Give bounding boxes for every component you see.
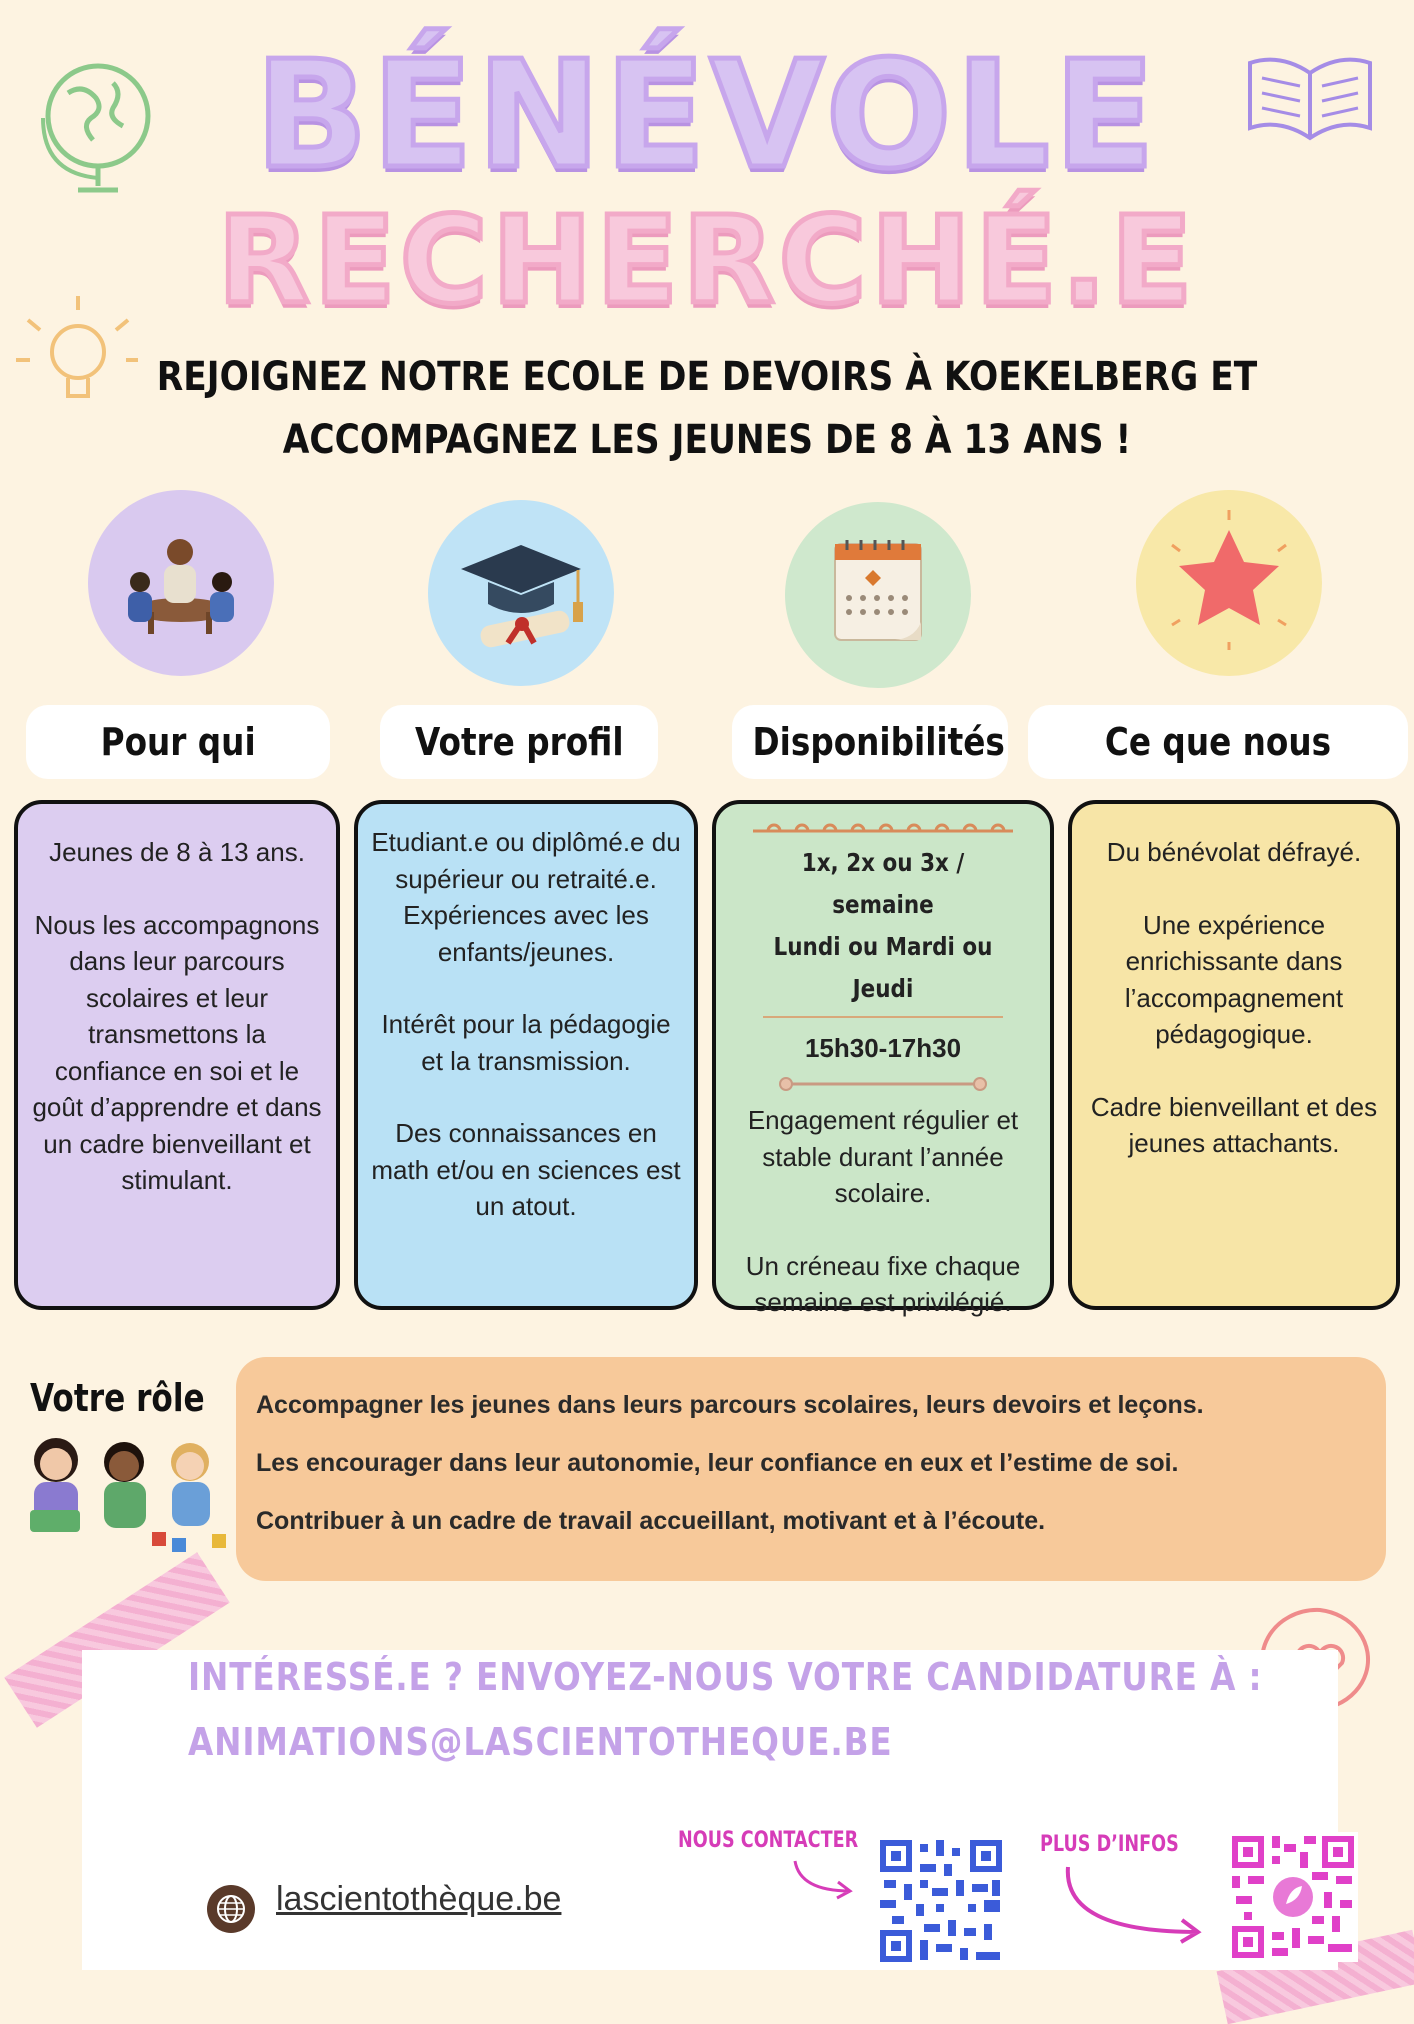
role-item: Les encourager dans leur autonomie, leur confiance en eux et l’estime de soi. — [256, 1449, 1179, 1477]
qr-code-infos[interactable] — [1228, 1832, 1358, 1962]
schedule-days: Lundi ou Mardi ou Jeudi — [773, 932, 993, 1003]
label-pour-qui: Pour qui — [26, 705, 330, 779]
arrow-icon — [790, 1856, 860, 1906]
globe-icon — [206, 1884, 256, 1934]
card-text: Etudiant.e ou diplômé.e du supérieur ou retraité.e. Expériences avec les enfants/jeunes. — [371, 827, 681, 967]
star-icon — [1136, 490, 1322, 676]
title-line2: RECHERCHÉ.E — [217, 192, 1197, 331]
nous-contacter-label: NOUS CONTACTER — [678, 1828, 859, 1853]
role-item: Contribuer à un cadre de travail accueillant, motivant et à l’écoute. — [256, 1507, 1046, 1535]
card-pour-qui — [14, 800, 340, 1310]
label-votre-profil: Votre profil — [380, 705, 658, 779]
qr-code-contact[interactable] — [876, 1836, 1006, 1966]
card-votre-profil — [354, 800, 698, 1310]
card-text: Cadre bienveillant et des jeunes attachants. — [1090, 1091, 1378, 1158]
role-heading: Votre rôle — [30, 1376, 205, 1420]
card-text: Du bénévolat défrayé. — [1106, 837, 1362, 867]
card-text: Jeunes de 8 à 13 ans. — [49, 837, 305, 867]
role-box — [236, 1357, 1386, 1581]
subtitle-line1: REJOIGNEZ NOTRE ECOLE DE DEVOIRS À KOEKELBERG ET — [156, 354, 1258, 400]
subtitle-line2: ACCOMPAGNEZ LES JEUNES DE 8 À 13 ANS ! — [282, 417, 1132, 463]
kids-reading-illustration — [88, 490, 274, 676]
contact-email[interactable]: ANIMATIONS@LASCIENTOTHEQUE.BE — [188, 1720, 893, 1764]
contact-line1: INTÉRESSÉ.E ? ENVOYEZ-NOUS VOTRE CANDIDATURE À : — [188, 1655, 1263, 1699]
spiral-binding-icon — [748, 816, 1018, 836]
divider — [763, 1016, 1003, 1018]
rod-divider-icon — [778, 1076, 988, 1092]
schedule-hours: 15h30-17h30 — [804, 1033, 962, 1063]
card-text: Un créneau fixe chaque semaine est privilégié. — [745, 1250, 1021, 1317]
role-item: Accompagner les jeunes dans leurs parcours scolaires, leurs devoirs et leçons. — [256, 1391, 1204, 1419]
card-ce-que-nous-offrons — [1068, 800, 1400, 1310]
label-disponibilites: Disponibilités — [732, 705, 1008, 779]
graduation-cap-icon — [428, 500, 614, 686]
title-line1: BÉNÉVOLE — [254, 29, 1160, 201]
label-ce-que-nous-offrons: Ce que nous — [1028, 705, 1408, 779]
website-link[interactable]: lascientothèque.be — [276, 1880, 562, 1918]
card-text: Des connaissances en math et/ou en sciences est un atout. — [371, 1118, 681, 1221]
schedule-frequency: 1x, 2x ou 3x / semaine — [801, 848, 965, 919]
kids-playing-illustration — [12, 1420, 234, 1560]
card-disponibilites — [712, 800, 1054, 1317]
card-text: Engagement régulier et stable durant l’année scolaire. — [747, 1105, 1019, 1208]
card-text: Nous les accompagnons dans leur parcours scolaires et leur transmettons la confiance en soi et le goût d’apprendre et dans un cadre bienveillant et stimulant. — [32, 909, 322, 1195]
card-text: Une expérience enrichissante dans l’accompagnement pédagogique. — [1124, 909, 1344, 1049]
card-text: Intérêt pour la pédagogie et la transmission. — [381, 1009, 671, 1076]
calendar-icon — [785, 502, 971, 688]
plus-infos-label: PLUS D’INFOS — [1040, 1832, 1179, 1857]
arrow-icon — [1060, 1862, 1210, 1952]
